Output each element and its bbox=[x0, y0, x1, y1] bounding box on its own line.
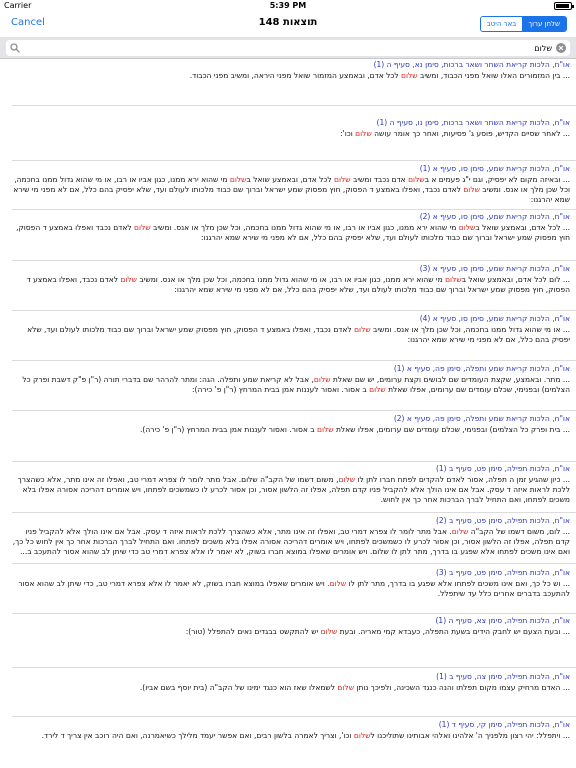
row-divider bbox=[12, 613, 576, 614]
result-item[interactable] bbox=[12, 568, 570, 599]
result-item[interactable] bbox=[12, 616, 570, 637]
snippet-text: לאדם נכבד, ואפלו באמצע ד הפסוק, חוץ מפסוק שמע ישראל וברוך שם כבוד מלכותו לעולם ועד, שלא יפסיק בהם כלל, אם לא מפני מי שירא שמא יהרגנו: bbox=[13, 185, 570, 204]
result-snippet bbox=[12, 375, 570, 395]
result-item[interactable] bbox=[12, 720, 570, 741]
result-item[interactable] bbox=[12, 464, 570, 505]
segment-shulchan-aruch[interactable]: שלחן ערוך bbox=[522, 17, 566, 31]
snippet-text: ב אסור. ואסור לעננות אמן בבית המרחץ (ר"ן פ' כירה). bbox=[140, 425, 317, 434]
snippet-text: , משום דשמו של הקב"ה שלום. אבל מתר לומר לו צפרא דמרי טב, ואפלו זה אינו מתר, אלא כשהצרך ללכת לראות איזה ד עסק. אבל אם אינו הולך אלא להקביל פניו קדם תפלה, אפלו זה הלשון אסור, וכן אסור לכרע לו כשמשכים לפתחו, ויש אומרים דהריכה אסורה אפלו בלא משכים לפתחו, ואם התחיל לברך הברכות אחר כך אין לחוש. bbox=[17, 475, 570, 504]
snippet-text: מי שהוא ירא ממנו, כגון אביו או רבו, או מי שהוא גדול ממנו בחכמה, וכל שכן מלך או אנס. ומשיב bbox=[14, 175, 570, 194]
search-term-highlight: שלום bbox=[369, 385, 386, 394]
clear-search-icon[interactable] bbox=[556, 43, 566, 53]
snippet-text: לאדם נכבד, ואפלו באמצע ד הפסוק, חוץ מפסוק שמע ישראל וברוך שם כבוד מלכותו לעולם ועד, שלא יפסיק בהם כלל, אם לא מפני מי שירא שמא יהרגנו: bbox=[27, 325, 570, 344]
result-heading: או"ח, הלכות תפילה, סימן פט, סעיף ב (1) bbox=[435, 464, 570, 473]
row-divider bbox=[12, 410, 576, 411]
result-snippet bbox=[12, 223, 570, 243]
search-term-highlight: שלום bbox=[408, 175, 425, 184]
snippet-text: ... כיון שהגיע זמן ה תפלה, אסור לאדם להקדים לפתח חברו לתן לו bbox=[355, 475, 570, 484]
search-term-highlight: שלום bbox=[353, 731, 371, 740]
results-list bbox=[0, 60, 576, 768]
snippet-text: ... ויתפלל: יהי רצון מלפניך ה' אלהינו ואלהי אבותינו שתוליכנו ל bbox=[370, 731, 570, 740]
row-divider bbox=[12, 667, 576, 668]
clock: 5:39 PM bbox=[269, 1, 307, 10]
snippet-text: ... לום לכל אדם, ובאמצע שואל ב bbox=[461, 275, 570, 284]
search-term-highlight: שלום bbox=[355, 129, 372, 138]
snippet-text: ... בית ופרק כל הצלמים) ובפנימי, שכלם עומדים שם ערומים, אפלו שאלת bbox=[333, 425, 570, 434]
result-heading: או"ח, הלכות תפילה, סימן צא, סעיף ה (1) bbox=[435, 616, 570, 625]
result-heading: או"ח, הלכות קריאת שמע, סימן סו, סעיף א (1) bbox=[419, 164, 570, 173]
row-divider bbox=[12, 360, 576, 361]
result-heading: או"ח, הלכות קריאת השחר ושאר ברכות, סימן נו, סעיף ה (1) bbox=[376, 118, 570, 127]
search-term-highlight: שלום bbox=[316, 425, 334, 434]
snippet-text: ... וש כל כך, ואם אינו משכים לפתחו אלא שפגע בו בדרך, מתר לתן לו bbox=[346, 579, 570, 588]
cancel-button[interactable]: Cancel bbox=[11, 17, 45, 28]
result-heading: או"ח, הלכות תפילה, סימן קי, סעיף ד (1) bbox=[438, 720, 570, 729]
snippet-text: לכל אדם, ובאמצע המזמור שואל מפני היראה, ומשיב מפני הכבוד. bbox=[189, 71, 401, 80]
result-item[interactable] bbox=[12, 118, 570, 139]
result-item[interactable] bbox=[12, 314, 570, 345]
snippet-text: לכל אדם, ובאמצע שואל ב bbox=[246, 175, 334, 184]
result-heading: או"ח, הלכות קריאת שמע, סימן סו, סעיף א (3) bbox=[419, 264, 570, 273]
snippet-text: ... לאחר שסיים הקדיש, פוסע ג' פסיעות, ואחר כך אומר עושה bbox=[371, 129, 570, 138]
row-divider bbox=[12, 512, 576, 513]
result-heading: או"ח, הלכות קריאת שמע, סימן סו, סעיף א (2) bbox=[419, 212, 570, 221]
snippet-text: ... בין המזמורים האלו שואל מפני הכבוד, ומשיב bbox=[417, 71, 570, 80]
result-item[interactable] bbox=[12, 364, 570, 395]
search-term-highlight: שלום bbox=[463, 185, 480, 194]
search-term-highlight: שלום bbox=[313, 375, 331, 384]
snippet-text: . ויש אומרים שאפלו במוצא חברו בשוק, לא יאמר לו אלא צפרא דמרי טב, כדי שיתן לב שהוא אסור להתעכב בדברים אחרים כלל עד שיתפלל. bbox=[18, 579, 570, 598]
result-item[interactable] bbox=[12, 164, 570, 205]
snippet-text: לאדם נכבד, ואפלו באמצע ד הפסוק, חוץ מפסוק שמע ישראל וברוך שם כבוד מלכותו לעולם ועד, שלא יפסיק בהם כלל, אם לא מפני מי שירא שמא יהרגנו: bbox=[26, 275, 570, 294]
snippet-text: ... האדם מרחיק עצמו מקום תפלתו והנה כנגד השכינה, ולפיכך נותן bbox=[354, 683, 570, 692]
result-snippet bbox=[12, 579, 570, 599]
snippet-text: ... לום, משום דשמו של הקב"ה bbox=[468, 527, 570, 536]
snippet-text: לאדם נכבד ואפלו באמצע ד הפסוק, חוץ מפסוק שמע ישראל וברוך שם כבוד מלכותו לעולם ועד, שלא יפסיק בהם כלל, אם לא מפני מי שירא שמא יהרגנו: bbox=[16, 223, 570, 242]
search-term-highlight: שלום bbox=[458, 223, 476, 232]
search-icon bbox=[10, 43, 20, 53]
search-term-highlight: שלום bbox=[320, 627, 338, 636]
row-divider bbox=[12, 209, 576, 210]
snippet-text: ב אסור. ואסור לעננות אמן בבית המרחץ (ר"ן פ' כירה): bbox=[192, 385, 370, 394]
result-heading: או"ח, הלכות תפילה, סימן צה, סעיף ב (1) bbox=[436, 672, 570, 681]
result-snippet bbox=[12, 475, 570, 505]
snippet-text: ... ובעת הצעם יש לחבק הידים בשעת התפלה, כעבדא קמי מאריה. ובעת bbox=[337, 627, 570, 636]
snippet-text: , אבל לא קריאת שמע ותפלה. הגה: ומתר להרהר שם בדברי תורה (ר"ן פ"ק דשבת ופרק כל הצלמים) ובפנימי, שכלם עומדים שם ערומים, אפלו שאלת bbox=[22, 375, 570, 394]
search-term-highlight: שלום bbox=[451, 527, 469, 536]
search-term-highlight: שלום bbox=[120, 275, 137, 284]
search-term-highlight: שלום bbox=[134, 223, 151, 232]
search-term-highlight: שלום bbox=[354, 325, 371, 334]
row-divider bbox=[12, 310, 576, 311]
search-term-highlight: שלום bbox=[400, 71, 418, 80]
result-snippet bbox=[12, 71, 570, 81]
result-snippet bbox=[12, 425, 570, 435]
result-heading: או"ח, הלכות קריאת שמע ותפלה, סימן פה, סעיף א (2) bbox=[393, 414, 570, 423]
row-divider bbox=[12, 260, 576, 261]
row-divider bbox=[12, 716, 576, 717]
result-item[interactable] bbox=[12, 414, 570, 435]
result-snippet bbox=[12, 275, 570, 295]
status-bar bbox=[0, 0, 576, 12]
search-term-highlight: שלום bbox=[337, 683, 355, 692]
snippet-text: מי שהוא ירא ממנו, כגון אביו או רבו, או מי שהוא גדול ממנו בחכמה, וכל שכן מלך או אנס. ומשיב bbox=[150, 223, 459, 232]
result-heading: או"ח, הלכות קריאת שמע, סימן סו, סעיף א (4) bbox=[419, 314, 570, 323]
snippet-text: וכו': bbox=[340, 129, 356, 138]
result-snippet bbox=[12, 683, 570, 693]
result-item[interactable] bbox=[12, 672, 570, 693]
result-snippet bbox=[12, 129, 570, 139]
row-divider bbox=[12, 105, 576, 106]
result-item[interactable] bbox=[12, 60, 570, 81]
result-heading: או"ח, הלכות קריאת השחר ושאר ברכות, סימן נא, סעיף ה (1) bbox=[373, 60, 570, 69]
snippet-text: ... לכל אדם, ובאמצע שואל ב bbox=[475, 223, 570, 232]
search-term-highlight: שלום bbox=[333, 175, 351, 184]
snippet-text: ... או מי שהוא גדול ממנו בחכמה, וכל שכן מלך או אנס. ומשיב bbox=[370, 325, 570, 334]
result-item[interactable] bbox=[12, 516, 570, 557]
segment-beer-heitev[interactable]: באר היטב bbox=[481, 17, 523, 31]
result-snippet bbox=[12, 731, 570, 741]
result-snippet bbox=[12, 627, 570, 637]
result-snippet bbox=[12, 175, 570, 205]
search-term-highlight: שלום bbox=[338, 475, 356, 484]
result-snippet bbox=[12, 527, 570, 557]
search-term-highlight: שלום bbox=[229, 175, 247, 184]
search-input[interactable] bbox=[24, 41, 552, 55]
search-term-highlight: שלום bbox=[445, 275, 462, 284]
snippet-text: וכו', וצריך לאמרה בלשון רבים, ואם אפשר יעמד מלילך כשיאמרנה, ואם היה רוכב אין צריך ד לירד. bbox=[41, 731, 354, 740]
row-divider bbox=[12, 563, 576, 564]
snippet-text: . אבל מתר לומר לו צפרא דמרי טב, ואפלו זה אינו מתר, אלא כשהצרך ללכת לראות איזה ד עסק. אבל אם אינו הולך אלא להקביל פניו קדם תפלה, אפלו זה הלשון אסור, וכן אסור לכרע לו כשמשכים לפתחו, ויש אומרים דהריכה אסורה אפלו בלא משכים לפתחו. ואם התחיל לברך הברכות אחר כך אין לחוש כל כך, ואם אינו משכים לפתחו אלא שפגע בו בדרך, מתר לתן לו שלום. ויש אומרים שאפלו במוצא חברו בשוק, לא יאמר לו אלא צפרא דמרי טב כדי שיתן לב שהוא אסור להתעכב ב... bbox=[12, 527, 570, 556]
row-divider bbox=[12, 160, 576, 161]
snippet-text: לשמאלו שאז הוא כנגד ימינו של הקב"ה (בית יוסף בשם אביו). bbox=[139, 683, 338, 692]
snippet-text: יש להתקשט בבגדים נאים להתפלל (טור): bbox=[185, 627, 321, 636]
result-item[interactable] bbox=[12, 212, 570, 243]
result-snippet bbox=[12, 325, 570, 345]
snippet-text: ... מתר. ובאמצע, שקצת העומדים שם לבושים וקצת ערומים, יש שם שאלת bbox=[330, 375, 570, 384]
snippet-text: ... ובאיזה מקום לא יפסיק, וגם י"ג פעמים א ב bbox=[424, 175, 570, 184]
search-term-highlight: שלום bbox=[329, 579, 347, 588]
search-bar bbox=[0, 37, 576, 59]
row-divider bbox=[12, 461, 576, 462]
snippet-text: אדם נכבד ומשיב bbox=[350, 175, 409, 184]
result-item[interactable] bbox=[12, 264, 570, 295]
result-heading: או"ח, הלכות תפילה, סימן פט, סעיף ב (3) bbox=[435, 568, 570, 577]
battery-icon bbox=[554, 2, 572, 10]
result-heading: או"ח, הלכות קריאת שמע ותפלה, סימן פה, סעיף א (1) bbox=[393, 364, 570, 373]
carrier-label: Carrier bbox=[4, 1, 32, 10]
snippet-text: מי שהוא ירא ממנו, כגון אביו או רבו, או מי שהוא גדול ממנו בחכמה, וכל שכן מלך או אנס. ומשיב bbox=[136, 275, 446, 284]
navigation-bar bbox=[0, 12, 576, 36]
result-heading: או"ח, הלכות תפילה, סימן פט, סעיף ב (2) bbox=[435, 516, 570, 525]
search-field bbox=[6, 40, 570, 56]
page-title: 148 תוצאות bbox=[258, 17, 318, 28]
source-segmented-control bbox=[480, 16, 567, 32]
